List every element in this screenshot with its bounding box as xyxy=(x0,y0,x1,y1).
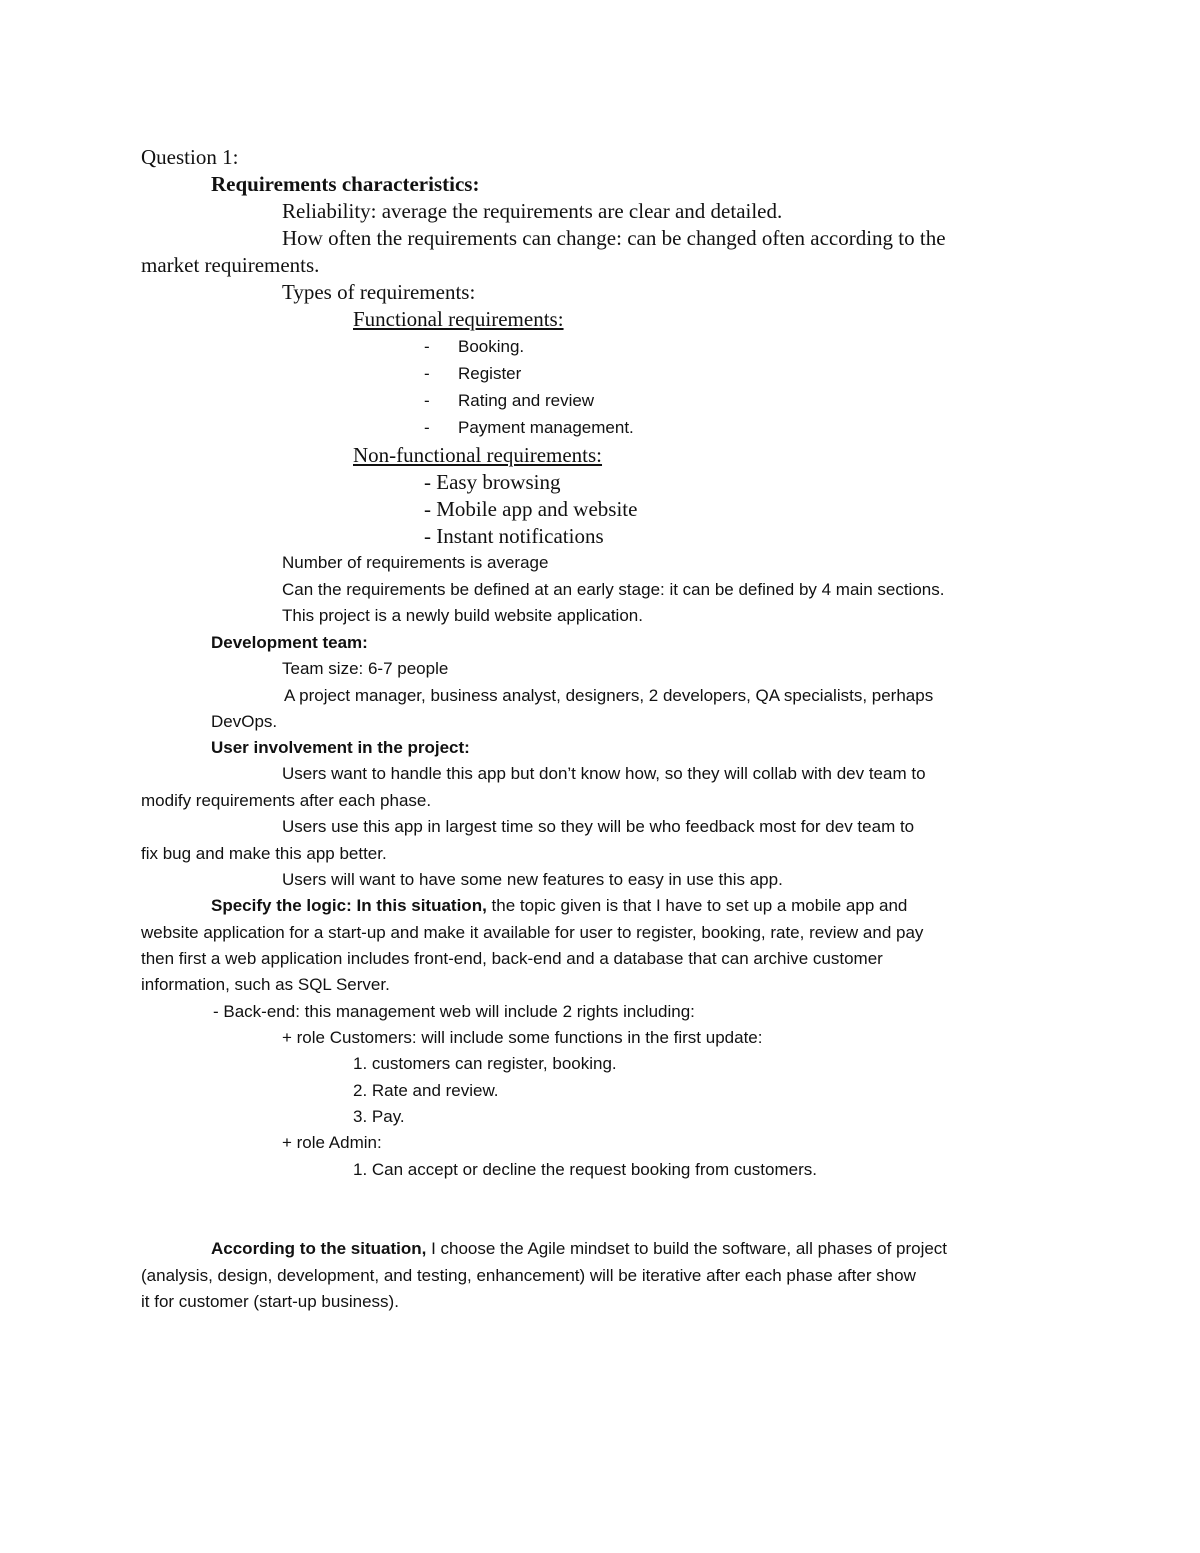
customers-role-line: + role Customers: will include some functions in the first update: xyxy=(282,1028,763,1047)
number-of-requirements-line: Number of requirements is average xyxy=(282,553,549,572)
logic-line-4: information, such as SQL Server. xyxy=(141,975,390,994)
user-involvement-p2-line-1: Users use this app in largest time so they will be who feedback most for dev team to xyxy=(282,817,915,836)
change-line-2: market requirements. xyxy=(141,253,320,277)
conclusion-heading: According to the situation, xyxy=(211,1239,427,1258)
customers-item: 3. Pay. xyxy=(353,1107,405,1126)
requirements-characteristics-heading: Requirements characteristics: xyxy=(211,172,480,196)
team-roles-line-2: DevOps. xyxy=(211,712,278,731)
logic-heading: Specify the logic: In this situation, xyxy=(211,896,487,915)
list-dash: - xyxy=(424,364,430,383)
development-team-heading: Development team: xyxy=(211,633,368,652)
list-dash: - xyxy=(424,418,430,437)
functional-item: Rating and review xyxy=(458,391,595,410)
user-involvement-p1-line-1: Users want to handle this app but don’t know how, so they will collab with dev team to xyxy=(282,764,926,783)
logic-line-1 xyxy=(211,897,907,914)
types-heading: Types of requirements: xyxy=(282,280,476,304)
nonfunctional-item: - Easy browsing xyxy=(424,470,561,494)
user-involvement-heading: User involvement in the project: xyxy=(211,738,470,757)
list-dash: - xyxy=(424,391,430,410)
team-size-line: Team size: 6-7 people xyxy=(282,659,449,678)
user-involvement-p2-line-2: fix bug and make this app better. xyxy=(141,844,387,863)
logic-line-1-text: the topic given is that I have to set up a mobile app and xyxy=(486,896,908,915)
user-involvement-p3-line-1: Users will want to have some new features to easy in use this app. xyxy=(282,870,783,889)
early-stage-line: Can the requirements be defined at an early stage: it can be defined by 4 main sections. xyxy=(282,580,945,599)
logic-line-3: then first a web application includes front-end, back-end and a database that can archive customer xyxy=(141,949,883,968)
nonfunctional-item: - Instant notifications xyxy=(424,524,604,548)
admin-item: 1. Can accept or decline the request booking from customers. xyxy=(353,1160,817,1179)
conclusion-line-1 xyxy=(211,1240,947,1257)
nonfunctional-heading: Non-functional requirements: xyxy=(353,443,603,467)
admin-role-line: + role Admin: xyxy=(282,1133,382,1152)
nonfunctional-item: - Mobile app and website xyxy=(424,497,638,521)
logic-line-2: website application for a start-up and make it available for user to register, booking, rate, review and pay xyxy=(141,923,924,942)
list-dash: - xyxy=(424,337,430,356)
project-line: This project is a newly build website application. xyxy=(282,606,643,625)
conclusion-line-1-text: I choose the Agile mindset to build the software, all phases of project xyxy=(426,1239,948,1258)
team-roles-line-1: A project manager, business analyst, designers, 2 developers, QA specialists, perhaps xyxy=(284,686,934,705)
reliability-line: Reliability: average the requirements are clear and detailed. xyxy=(282,199,783,223)
user-involvement-p1-line-2: modify requirements after each phase. xyxy=(141,791,432,810)
functional-heading: Functional requirements: xyxy=(353,307,564,331)
conclusion-line-2: (analysis, design, development, and testing, enhancement) will be iterative after each phase after show xyxy=(141,1266,916,1285)
change-line-1: How often the requirements can change: can be changed often according to the xyxy=(282,226,946,250)
customers-item: 1. customers can register, booking. xyxy=(353,1054,617,1073)
customers-item: 2. Rate and review. xyxy=(353,1081,499,1100)
backend-line: - Back-end: this management web will include 2 rights including: xyxy=(213,1002,695,1021)
conclusion-line-3: it for customer (start-up business). xyxy=(141,1292,399,1311)
question-heading: Question 1: xyxy=(141,145,239,169)
functional-item: Payment management. xyxy=(458,418,634,437)
functional-item: Booking. xyxy=(458,337,525,356)
functional-item: Register xyxy=(458,364,522,383)
